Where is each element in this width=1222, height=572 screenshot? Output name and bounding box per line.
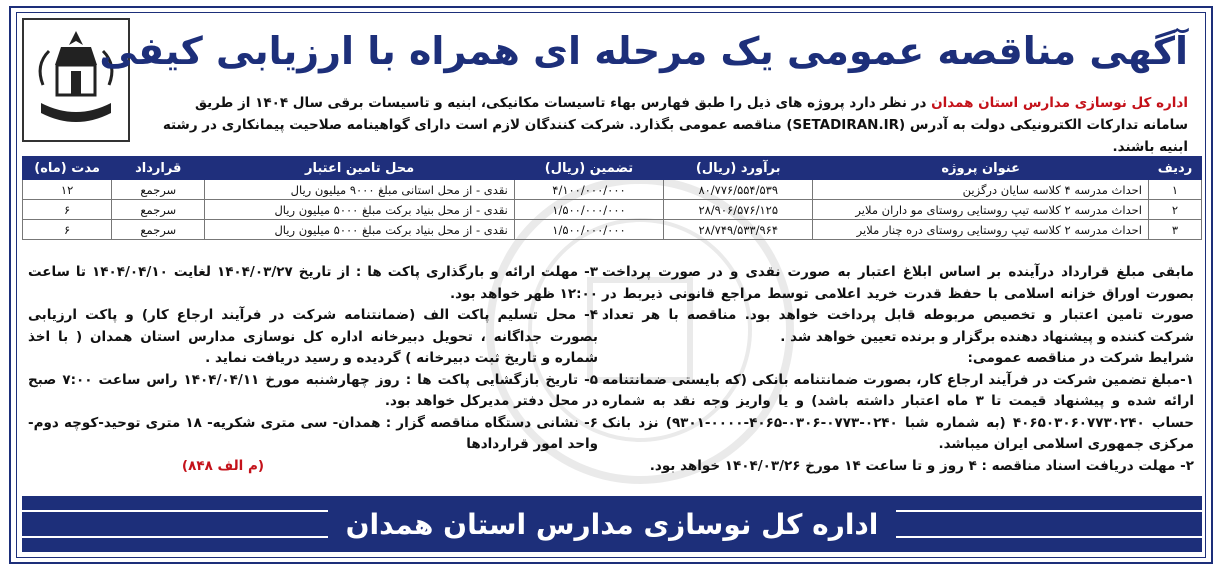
table-row [23, 200, 1202, 220]
cell-row-number: ۲ [1148, 200, 1201, 220]
publication-code: (م الف ۸۴۸) [181, 457, 265, 474]
header-contract: قرارداد [112, 157, 205, 180]
cell-estimate: ۸۰/۷۷۶/۵۵۴/۵۳۹ [664, 180, 813, 200]
cell-funding-source: نقدی - از محل استانی مبلغ ۹۰۰۰ میلیون ریال [205, 180, 515, 200]
cell-project-title: احداث مدرسه ۲ کلاسه تیپ روستایی روستای دره چنار ملایر [813, 220, 1149, 240]
condition-item-3: ۳- مهلت ارائه و بارگذاری پاکت ها : از تاریخ ۱۴۰۴/۰۳/۲۷ لغایت ۱۴۰۴/۰۴/۱۰ تا ساعت ۱۲:۰۰ ظهر خواهد بود. [28, 264, 598, 302]
cell-funding-source: نقدی - از محل بنیاد برکت مبلغ ۵۰۰۰ میلیون ریال [205, 220, 515, 240]
cell-project-title: احداث مدرسه ۲ کلاسه تیپ روستایی روستای مو داران ملایر [813, 200, 1149, 220]
header-guarantee: تضمین (ریال) [514, 157, 663, 180]
cell-guarantee: ۱/۵۰۰/۰۰۰/۰۰۰ [514, 220, 663, 240]
footer-text-wrap [22, 496, 1202, 552]
cell-row-number: ۱ [1148, 180, 1201, 200]
header-project-title: عنوان پروژه [813, 157, 1149, 180]
conditions-right-column [602, 262, 1194, 477]
cell-duration: ۶ [23, 200, 112, 220]
condition-item-1: ۱-مبلغ تضمین شرکت در فرآیند ارجاع کار، بصورت ضمانتنامه بانکی (که بایستی ضمانتنامه ارائه شده و پیشنهاد قیمت تا ۳ ماه اعتبار داشته باشد) و یا واریز وجه نقد به شماره حساب ۴۰۶۵۰۳۰۶۰۷۷۳۰۲۴۰ (به شماره شبا ۰۲۴۰-۰۷۷۳-۰۳۰۶-۴۰۶۵-۰۰۰۰-۹۳۰۱) نزد بانک مرکزی جمهوری اسلامی ایران میباشد. [602, 371, 1195, 452]
cell-contract: سرجمع [112, 200, 205, 220]
header-row-number: ردیف [1148, 157, 1201, 180]
conditions-left-column [28, 262, 598, 477]
cell-guarantee: ۴/۱۰۰/۰۰۰/۰۰۰ [514, 180, 663, 200]
footer-organization-name: اداره کل نوسازی مدارس استان همدان [328, 508, 897, 541]
payment-terms-paragraph: مابقی مبلغ قرارداد درآینده بر اساس ابلاغ اعتبار به صورت نقدی و در صورت پرداخت بصورت اوراق خزانه اسلامی با حفظ قدرت خرید اعلامی توسط مراجع قانونی ذیربط در صورت تامین اعتبار و تخصیص مربوطه قابل پرداخت خواهد بود. مناقصه با هر تعداد شرکت کننده و پیشنهاد دهنده برگزار و برنده تعیین خواهد شد . [602, 264, 1194, 345]
cell-row-number: ۳ [1148, 220, 1201, 240]
header-estimate: برآورد (ریال) [664, 157, 813, 180]
condition-item-5: ۵- تاریخ بازگشایی پاکت ها : روز چهارشنبه مورخ ۱۴۰۴/۰۴/۱۱ راس ساعت ۷:۰۰ صبح در محل دفتر مدیرکل خواهد بود. [28, 371, 598, 409]
table-row [23, 180, 1202, 200]
header-duration: مدت (ماه) [23, 157, 112, 180]
page-title: آگهی مناقصه عمومی یک مرحله ای همراه با ارزیابی کیفی [99, 29, 1188, 73]
condition-item-6: ۶- نشانی دستگاه مناقصه گزار : همدان- سی متری شکریه- ۱۸ متری توحید-کوچه دوم- واحد امور قراردادها [28, 414, 598, 452]
cell-duration: ۱۲ [23, 180, 112, 200]
cell-duration: ۶ [23, 220, 112, 240]
organization-name: اداره کل نوسازی مدارس استان همدان [931, 95, 1188, 111]
cell-estimate: ۲۸/۹۰۶/۵۷۶/۱۲۵ [664, 200, 813, 220]
cell-estimate: ۲۸/۷۴۹/۵۳۳/۹۶۴ [664, 220, 813, 240]
conditions-heading: شرایط شرکت در مناقصه عمومی: [967, 350, 1194, 366]
projects-table [22, 156, 1202, 240]
cell-contract: سرجمع [112, 220, 205, 240]
condition-item-2: ۲- مهلت دریافت اسناد مناقصه : ۴ روز و تا ساعت ۱۴ مورخ ۱۴۰۴/۰۳/۲۶ خواهد بود. [649, 457, 1194, 474]
intro-text-part1: در نظر دارد پروژه های ذیل را طبق فهارس بهاء تاسیسات مکانیکی، ابنیه و تاسیسات برقی سال ۱۴۰۴ از طریق سامانه تدارکات الکترونیکی دولت به آدرس ( [194, 95, 1188, 133]
intro-text-part2: ) مناقصه عمومی بگذارد. شرکت کنندگان لازم است دارای گواهینامه صلاحیت پیمانکاری در رشته ابنیه باشند. [162, 117, 1188, 155]
cell-guarantee: ۱/۵۰۰/۰۰۰/۰۰۰ [514, 200, 663, 220]
condition-item-4: ۴- محل تسلیم پاکت الف (ضمانتنامه شرکت در فرآیند ارجاع کار) و پاکت ارزیابی بصورت جداگانه ، تحویل دبیرخانه اداره کل نوسازی مدارس استان همدان ( با اخذ شماره و تاریخ ثبت دبیرخانه ) گردیده و رسید دریافت نماید . [28, 307, 598, 366]
table-row [23, 220, 1202, 240]
cell-contract: سرجمع [112, 180, 205, 200]
intro-paragraph [148, 92, 1188, 158]
header-funding-source: محل تامین اعتبار [205, 157, 515, 180]
setad-website: SETADIRAN.IR [792, 117, 900, 133]
cell-project-title: احداث مدرسه ۴ کلاسه سایان درگزین [813, 180, 1149, 200]
cell-funding-source: نقدی - از محل بنیاد برکت مبلغ ۵۰۰۰ میلیون ریال [205, 200, 515, 220]
table-header-row [23, 157, 1202, 180]
footer-banner [22, 496, 1202, 552]
